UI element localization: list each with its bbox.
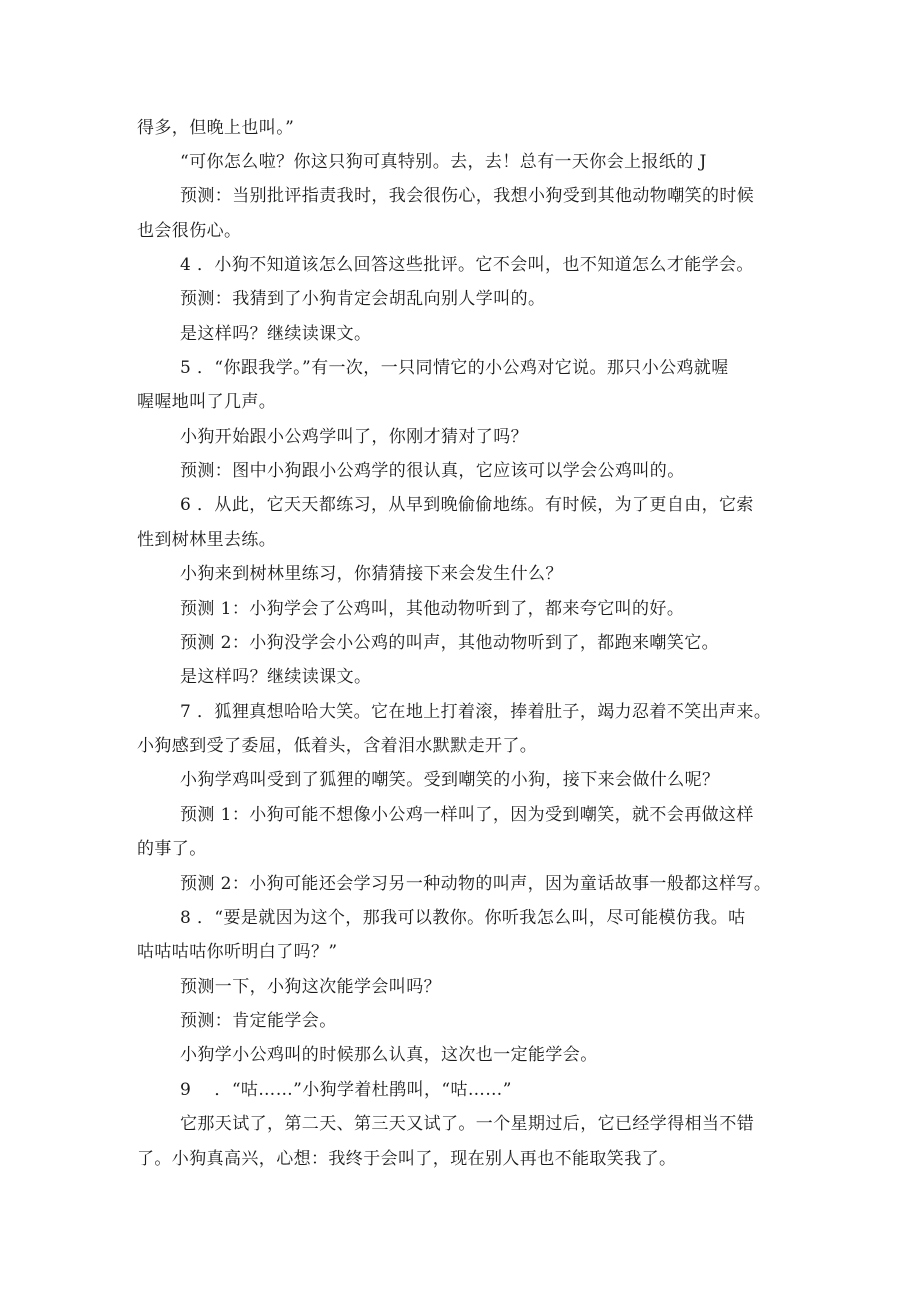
text-line: 预测：肯定能学会。 [180, 1011, 337, 1031]
text-line: 6 ．从此，它天天都练习，从早到晚偷偷地练。有时候，为了更自由，它索 [180, 495, 754, 515]
text-line: 预测：当别批评指责我时，我会很伤心，我想小狗受到其他动物嘲笑的时候 [180, 186, 755, 206]
text-line: 的事了。 [137, 839, 207, 859]
text-line: 4 ．小狗不知道该怎么回答这些批评。它不会叫，也不知道怎么才能学会。 [180, 255, 754, 275]
text-line: 性到树林里去练。 [137, 530, 277, 550]
text-line: 预测 2：小狗可能还会学习另一种动物的叫声，因为童话故事一般都这样写。 [180, 874, 772, 894]
text-line: 小狗开始跟小公鸡学叫了，你刚才猜对了吗？ [180, 427, 528, 447]
text-line: 预测 1：小狗学会了公鸡叫，其他动物听到了，都来夸它叫的好。 [180, 599, 685, 619]
text-line: 9 ．“咕……”小狗学着杜鹃叫，“咕……” [180, 1080, 512, 1100]
text-line: 喔喔地叫了几声。 [137, 392, 277, 412]
text-line: 得多，但晚上也叫。” [137, 118, 295, 138]
text-line: 它那天试了，第二天、第三天又试了。一个星期过后，它已经学得相当不错 [180, 1114, 755, 1134]
text-line: 小狗感到受了委屈，低着头，含着泪水默默走开了。 [137, 736, 538, 756]
text-line: 咕咕咕咕你听明白了吗？” [137, 942, 338, 962]
text-line: 是这样吗？继续读课文。 [180, 667, 372, 687]
text-line: 5 ．“你跟我学。”有一次，一只同情它的小公鸡对它说。那只小公鸡就喔 [180, 358, 729, 378]
text-line: 小狗学鸡叫受到了狐狸的嘲笑。受到嘲笑的小狗，接下来会做什么呢？ [180, 770, 720, 790]
text-line: 预测：我猜到了小狗肯定会胡乱向别人学叫的。 [180, 289, 546, 309]
text-line: 预测 2：小狗没学会小公鸡的叫声，其他动物听到了，都跑来嘲笑它。 [180, 633, 720, 653]
text-line: 预测：图中小狗跟小公鸡学的很认真，它应该可以学会公鸡叫的。 [180, 461, 685, 481]
text-line: 也会很伤心。 [137, 221, 242, 241]
text-line: 8 ．“要是就因为这个，那我可以教你。你听我怎么叫，尽可能模仿我。咕 [180, 908, 746, 928]
text-line: 预测 1：小狗可能不想像小公鸡一样叫了，因为受到嘲笑，就不会再做这样 [180, 805, 754, 825]
text-line: 小狗学小公鸡叫的时候那么认真，这次也一定能学会。 [180, 1045, 598, 1065]
text-line: 了。小狗真高兴，心想：我终于会叫了，现在别人再也不能取笑我了。 [137, 1149, 677, 1169]
text-line: 小狗来到树林里练习，你猜猜接下来会发生什么？ [180, 564, 563, 584]
text-line: “可你怎么啦？你这只狗可真特别。去，去！总有一天你会上报纸的 J [180, 152, 707, 172]
text-line: 是这样吗？继续读课文。 [180, 324, 372, 344]
text-line: 7 ．狐狸真想哈哈大笑。它在地上打着滚，捧着肚子，竭力忍着不笑出声来。 [180, 702, 772, 722]
text-line: 预测一下，小狗这次能学会叫吗？ [180, 977, 441, 997]
